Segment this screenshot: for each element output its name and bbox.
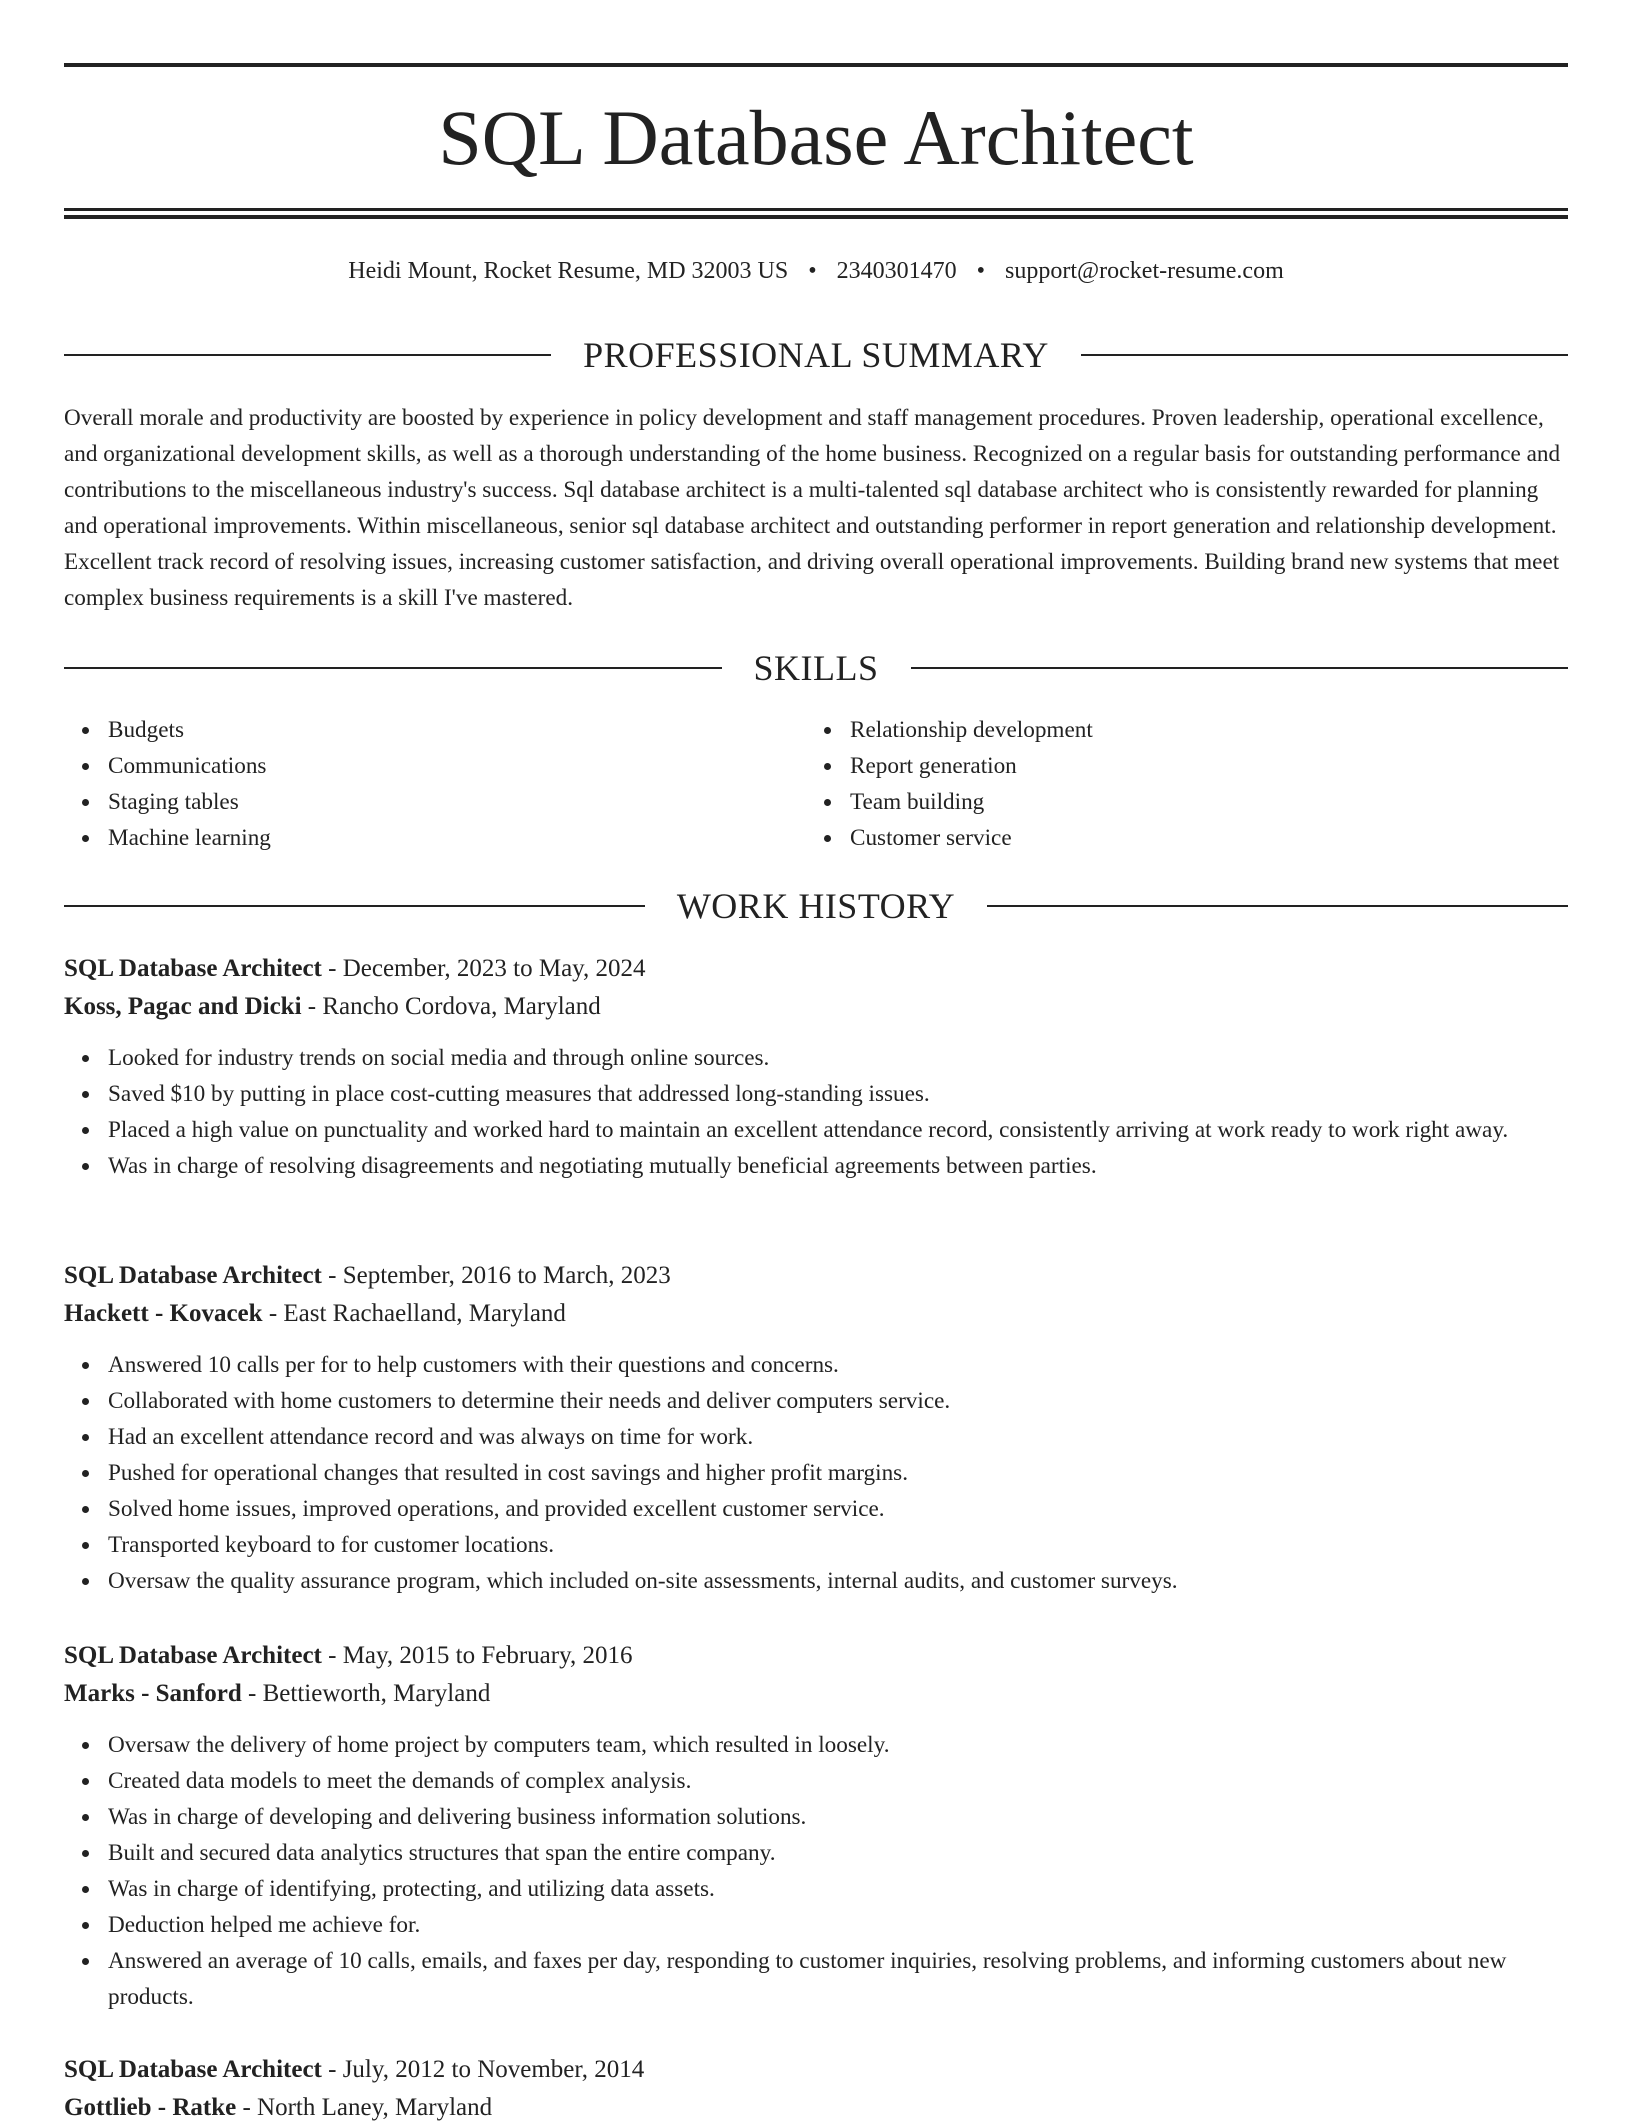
job-title: SQL Database Architect [64,1642,322,1669]
job-bullets [64,1727,1568,2015]
job-title-line [64,1637,1568,1675]
job-bullet: Had an excellent attendance record and was always on time for work. [108,1419,1568,1455]
job-entry [64,1637,1568,2015]
job-location: - East Rachaelland, Maryland [262,1300,566,1327]
job-title: SQL Database Architect [64,1262,322,1289]
job-bullet: Pushed for operational changes that resulted in cost savings and higher profit margins. [108,1455,1568,1491]
job-bullet: Was in charge of identifying, protecting, and utilizing data assets. [108,1871,1568,1907]
heading-rule-left [64,354,551,356]
job-title: SQL Database Architect [64,2056,322,2083]
contact-line [64,254,1568,288]
job-company: Marks - Sanford [64,1680,242,1707]
job-location: - Bettieworth, Maryland [241,1680,491,1707]
skill-item: Report generation [850,748,1506,784]
job-bullet: Answered 10 calls per for to help customers with their questions and concerns. [108,1347,1568,1383]
summary-heading: PROFESSIONAL SUMMARY [583,335,1049,375]
job-company-line [64,2089,1568,2127]
job-dates: - December, 2023 to May, 2024 [321,955,646,982]
job-bullets [64,1347,1568,1599]
job-title: SQL Database Architect [64,955,322,982]
work-heading: WORK HISTORY [676,886,956,926]
resume-title: SQL Database Architect [438,94,1194,181]
job-bullet: Solved home issues, improved operations, and provided excellent customer service. [108,1491,1568,1527]
contact-address: Heidi Mount, Rocket Resume, MD 32003 US [348,258,789,284]
summary-text: Overall morale and productivity are boosted by experience in policy development and staff management procedures. Proven leadership, operational excellence, and organizational development skills, as well as a thorough understanding of the home business. Recognized on a regular basis for outstanding performance and contributions to the miscellaneous industry's success. Sql database architect is a multi-talented sql database architect who is consistently rewarded for planning and operational improvements. Within miscellaneous, senior sql database architect and outstanding performer in report generation and relationship development. Excellent track record of resolving issues, increasing customer satisfaction, and driving overall operational improvements. Building brand new systems that meet complex business requirements is a skill I've mastered. [64,405,1561,611]
contact-separator: • [808,258,817,284]
skill-item: Relationship development [850,712,1506,748]
job-bullet: Collaborated with home customers to determine their needs and deliver computers service. [108,1383,1568,1419]
job-dates: - September, 2016 to March, 2023 [321,1262,671,1289]
job-location: - North Laney, Maryland [236,2094,493,2121]
job-bullet: Answered an average of 10 calls, emails, and faxes per day, responding to customer inquiries, resolving problems, and informing customers about new products. [108,1943,1568,2015]
heading-rule-left [64,667,722,669]
skill-item: Machine learning [108,820,764,856]
header-bottom-rule-thick [64,215,1568,219]
summary-section-heading [64,333,1568,377]
skill-item: Budgets [108,712,764,748]
contact-phone: 2340301470 [836,258,957,284]
job-bullet: Oversaw the delivery of home project by computers team, which resulted in loosely. [108,1727,1568,1763]
skill-item: Staging tables [108,784,764,820]
job-company: Gottlieb - Ratke [64,2094,237,2121]
job-company-line [64,1295,1568,1333]
job-title-line [64,1257,1568,1295]
header-bottom-rule [64,208,1568,211]
job-bullet: Was in charge of resolving disagreements and negotiating mutually beneficial agreements between parties. [108,1148,1568,1184]
work-section-heading [64,884,1568,928]
job-bullet: Saved $10 by putting in place cost-cutting measures that addressed long-standing issues. [108,1076,1568,1112]
job-bullet: Oversaw the quality assurance program, which included on-site assessments, internal audits, and customer surveys. [108,1563,1568,1599]
skill-item: Communications [108,748,764,784]
job-bullet: Created data models to meet the demands of complex analysis. [108,1763,1568,1799]
job-title-line [64,950,1568,988]
skill-item: Customer service [850,820,1506,856]
job-dates: - May, 2015 to February, 2016 [321,1642,633,1669]
job-location: - Rancho Cordova, Maryland [301,993,601,1020]
job-entry [64,1257,1568,1599]
heading-rule-right [911,667,1569,669]
heading-rule-right [987,905,1568,907]
skills-column-left [64,712,764,856]
skill-item: Team building [850,784,1506,820]
job-company-line [64,1675,1568,1713]
job-company: Koss, Pagac and Dicki [64,993,302,1020]
header-top-rule [64,63,1568,67]
job-bullet: Transported keyboard to for customer locations. [108,1527,1568,1563]
job-entry [64,950,1568,1184]
contact-email[interactable]: support@rocket-resume.com [1005,258,1284,284]
skills-section-heading [64,646,1568,690]
skills-column-right [806,712,1506,856]
job-dates: - July, 2012 to November, 2014 [321,2056,645,2083]
skills-heading: SKILLS [753,648,879,688]
job-title-line [64,2051,1568,2089]
job-bullet: Placed a high value on punctuality and worked hard to maintain an excellent attendance record, consistently arriving at work ready to work right away. [108,1112,1568,1148]
job-bullet: Looked for industry trends on social media and through online sources. [108,1040,1568,1076]
job-company: Hackett - Kovacek [64,1300,263,1327]
job-bullet: Built and secured data analytics structures that span the entire company. [108,1835,1568,1871]
job-bullet: Was in charge of developing and delivering business information solutions. [108,1799,1568,1835]
job-entry [64,2051,1568,2127]
contact-separator: • [976,258,986,284]
job-company-line [64,988,1568,1026]
heading-rule-right [1081,354,1568,356]
job-bullets [64,1040,1568,1184]
heading-rule-left [64,905,645,907]
job-bullet: Deduction helped me achieve for. [108,1907,1568,1943]
